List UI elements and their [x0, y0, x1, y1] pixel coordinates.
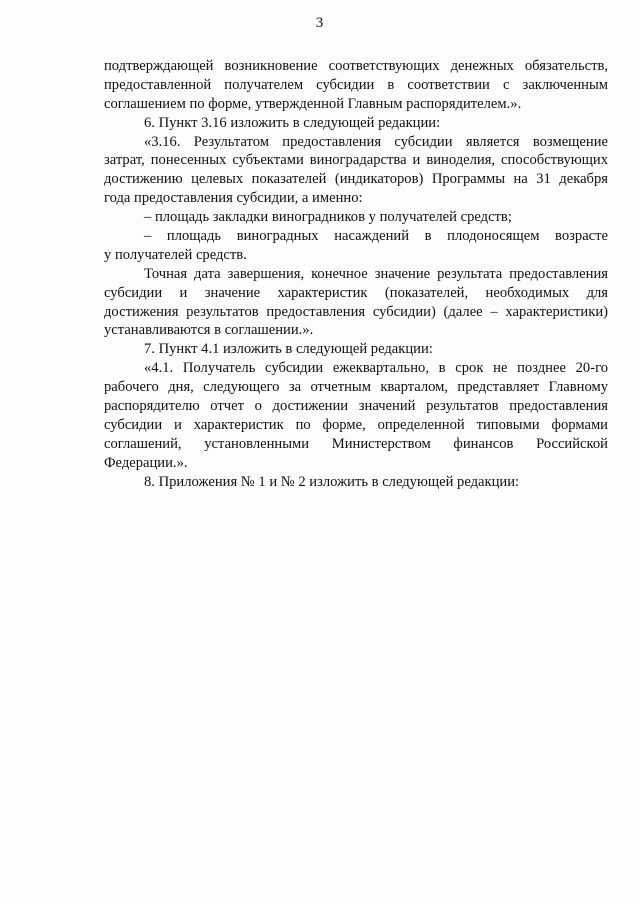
text-line: 8. Приложения № 1 и № 2 изложить в следующей редакции: — [144, 473, 520, 490]
text-line: субсидии и значение характеристик (показателей, необходимых для — [104, 284, 608, 301]
text-line: года предоставления субсидии, а именно: — [104, 190, 363, 207]
text-line: затрат, понесенных субъектами виноградарства и виноделия, способствующих — [104, 152, 608, 169]
text-line: рабочего дня, следующего за отчетным кварталом, представляет Главному — [104, 379, 608, 396]
text-line: соглашением по форме, утвержденной Главным распорядителем.». — [104, 95, 522, 112]
text-line: у получателей средств. — [104, 246, 247, 263]
text-line: – площадь закладки виноградников у получателей средств; — [144, 209, 512, 226]
text-line: предоставленной получателем субсидии в соответствии с заключенным — [104, 76, 608, 93]
text-line: достижения результатов предоставления субсидии) (далее – характеристики) — [104, 303, 608, 320]
text-line: 6. Пункт 3.16 изложить в следующей редакции: — [144, 114, 441, 131]
text-line: соглашений, установленными Министерством финансов Российской — [104, 435, 608, 452]
text-line: Точная дата завершения, конечное значение результата предоставления — [144, 265, 608, 282]
text-line: «3.16. Результатом предоставления субсидии является возмещение — [144, 133, 608, 150]
page-number: 3 — [315, 15, 324, 31]
text-line: Федерации.». — [104, 454, 188, 471]
text-line: «4.1. Получатель субсидии ежеквартально, в срок не позднее 20-го — [144, 360, 608, 377]
text-line: 7. Пункт 4.1 изложить в следующей редакции: — [144, 341, 433, 358]
text-line: субсидии и характеристик по форме, определенной типовыми формами — [104, 416, 608, 433]
text-line: распорядителю отчет о достижении значений результатов предоставления — [104, 398, 608, 415]
text-line: достижению целевых показателей (индикаторов) Программы на 31 декабря — [104, 171, 608, 188]
text-line: устанавливаются в соглашении.». — [104, 322, 314, 339]
text-line: – площадь виноградных насаждений в плодоносящем возрасте — [144, 228, 608, 245]
document-body — [104, 57, 608, 491]
text-line: подтверждающей возникновение соответствующих денежных обязательств, — [104, 58, 608, 74]
